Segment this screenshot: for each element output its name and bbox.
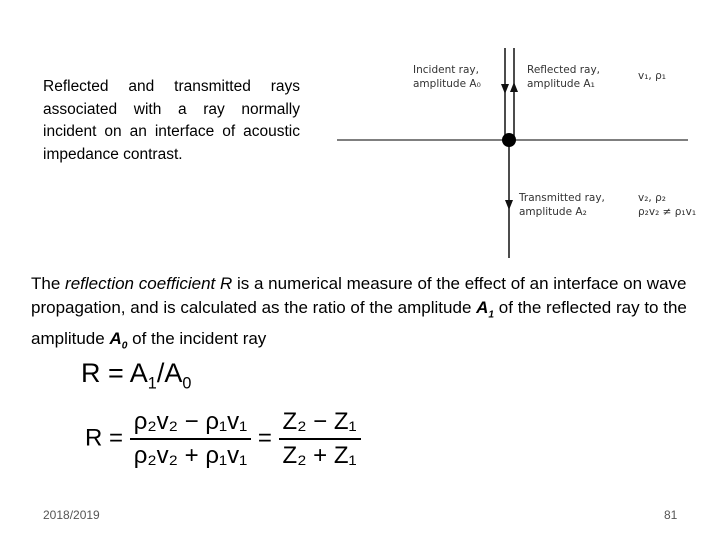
paragraph-text: The (31, 274, 66, 293)
reflected-label-line2: amplitude A₁ (527, 78, 595, 90)
incidence-point (502, 133, 516, 147)
transmitted-arrow-icon (505, 200, 513, 210)
equals-sign: = (257, 424, 272, 452)
medium1-label: v₁, ρ₁ (638, 70, 666, 82)
impedance-fraction: $\frac{\text{Z₂ − Z₁}}{\text{Z₂ + Z₁}}$ (279, 408, 361, 470)
equation-ratio: $R = A_1/A_0$ (81, 358, 192, 393)
transmitted-label-line2: amplitude A₂ (519, 206, 587, 218)
medium2-label-line2: ρ₂v₂ ≠ ρ₁v₁ (638, 206, 697, 218)
amplitude-a0: $A_0$ (109, 329, 128, 352)
diagram-caption: Reflected and transmitted rays associated with a ray normally incident on an interface of acoustic impedance contrast. (43, 78, 300, 163)
paragraph-text: of the incident ray (127, 329, 267, 349)
density-velocity-fraction: $\frac{\text{ρ₂v₂ − ρ₁v₁}}{\text{ρ₂v₂ + ρ₁v₁}}$ (130, 408, 251, 470)
reflected-arrow-icon (510, 82, 518, 92)
equation-impedance (85, 408, 361, 470)
incident-arrow-icon (501, 84, 509, 94)
page-number: 81 (664, 508, 678, 522)
equation-lhs: R = (85, 424, 124, 452)
incident-label-line2: amplitude A₀ (413, 78, 481, 90)
amplitude-a1: $A_1$ (476, 298, 495, 321)
incident-label-line1: Incident ray, (413, 64, 479, 76)
paragraph-italic-term: reflection coefficient R (65, 274, 233, 293)
medium2-label-line1: v₂, ρ₂ (638, 192, 666, 204)
paragraph-text: of the reflected ray to the amplitude (31, 298, 687, 349)
reflected-label-line1: Reflected ray, (527, 64, 601, 76)
reflection-coefficient-paragraph (31, 272, 691, 359)
footer-date: 2018/2019 (43, 508, 100, 522)
transmitted-label-line1: Transmitted ray, (519, 192, 605, 204)
paragraph-text: is a numerical measure of the effect of an interface on wave propagation, and is calculated as the ratio of the amplitude (31, 274, 687, 317)
